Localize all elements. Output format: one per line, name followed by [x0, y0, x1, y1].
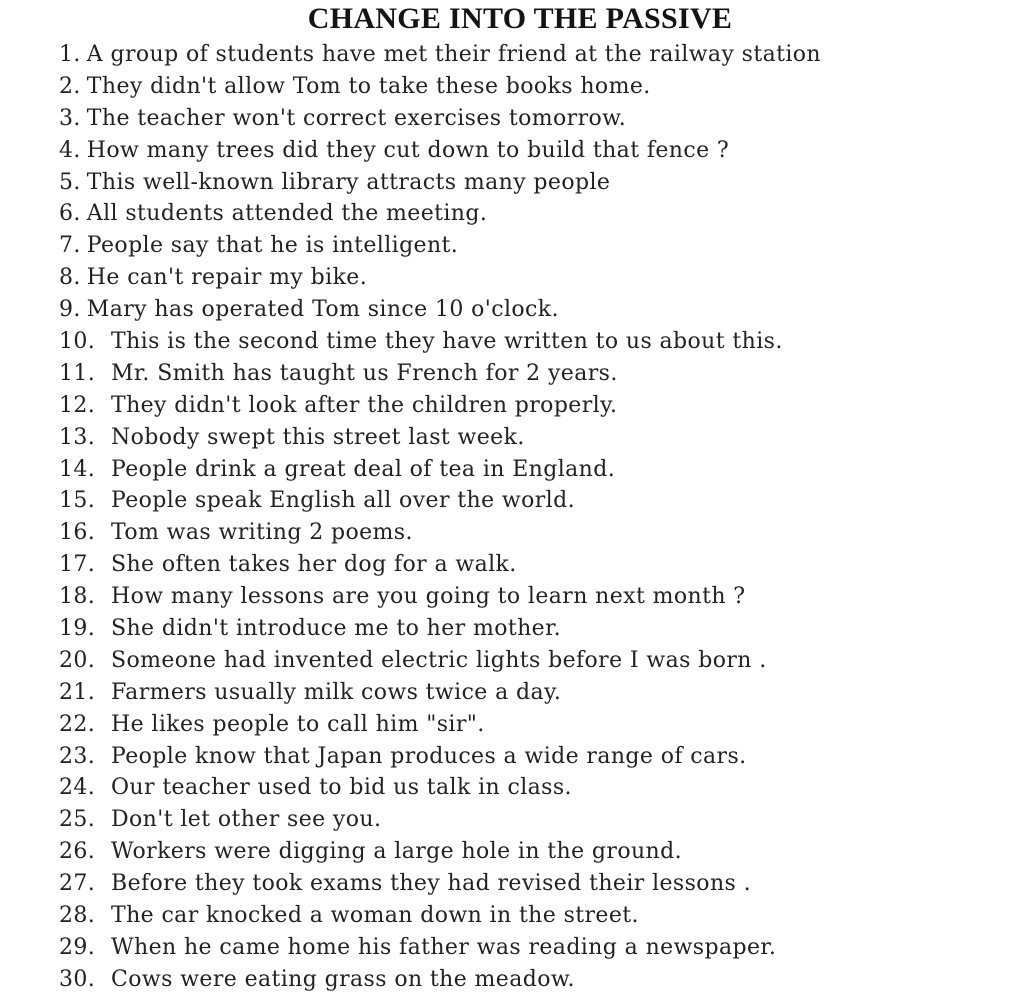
item-number: 21. — [59, 679, 96, 705]
list-item — [0, 294, 1024, 326]
item-text: He can't repair my bike. — [86, 265, 368, 291]
item-text: A group of students have met their friend at the railway station — [86, 42, 822, 67]
item-number: 25. — [59, 807, 96, 833]
item-text: Our teacher used to bid us talk in class. — [111, 775, 572, 801]
item-number: 17. — [59, 552, 96, 578]
item-number: 3. — [59, 105, 81, 131]
item-number: 30. — [59, 966, 96, 992]
item-number: 15. — [59, 488, 96, 514]
item-text: Cows were eating grass on the meadow. — [111, 966, 575, 992]
item-text: This well-known library attracts many people — [86, 169, 611, 195]
item-text: Someone had invented electric lights before I was born . — [111, 647, 767, 673]
item-number: 27. — [59, 871, 96, 897]
item-number: 19. — [59, 616, 96, 642]
item-text: People drink a great deal of tea in England. — [111, 456, 616, 482]
list-item — [0, 709, 1024, 741]
item-text: They didn't allow Tom to take these books home. — [86, 73, 651, 99]
item-text: Farmers usually milk cows twice a day. — [111, 679, 562, 705]
item-number: 8. — [59, 265, 81, 291]
list-item — [0, 613, 1024, 645]
item-text: Tom was writing 2 poems. — [111, 520, 413, 546]
item-text: This is the second time they have written to us about this. — [111, 329, 783, 355]
item-text: She didn't introduce me to her mother. — [111, 616, 561, 642]
list-item — [0, 358, 1024, 390]
item-number: 11. — [59, 360, 96, 386]
item-text: She often takes her dog for a walk. — [111, 552, 517, 578]
list-item — [0, 326, 1024, 358]
list-item — [0, 517, 1024, 549]
item-text: When he came home his father was reading a newspaper. — [111, 934, 777, 960]
list-item — [0, 900, 1024, 932]
item-text: He likes people to call him "sir". — [111, 711, 485, 737]
item-number: 6. — [59, 201, 81, 227]
item-number: 10. — [59, 329, 96, 355]
item-number: 9. — [59, 297, 81, 323]
item-text: Mary has operated Tom since 10 o'clock. — [86, 297, 559, 323]
list-item — [0, 645, 1024, 677]
list-item — [0, 581, 1024, 613]
list-item — [0, 230, 1024, 262]
item-number: 14. — [59, 456, 96, 482]
list-item — [0, 39, 1024, 71]
list-item — [0, 167, 1024, 199]
page-title: CHANGE INTO THE PASSIVE — [307, 2, 733, 35]
item-number: 29. — [59, 934, 96, 960]
item-text: People say that he is intelligent. — [86, 233, 459, 259]
item-number: 7. — [59, 233, 81, 259]
item-text: How many lessons are you going to learn next month ? — [111, 584, 746, 610]
item-number: 28. — [59, 903, 96, 929]
item-number: 24. — [59, 775, 96, 801]
item-text: The teacher won't correct exercises tomorrow. — [86, 105, 627, 131]
item-number: 22. — [59, 711, 96, 737]
list-item — [0, 454, 1024, 486]
item-text: All students attended the meeting. — [86, 201, 488, 227]
item-number: 12. — [59, 392, 96, 418]
list-item — [0, 103, 1024, 135]
item-text: Before they took exams they had revised their lessons . — [111, 871, 751, 897]
item-number: 16. — [59, 520, 96, 546]
item-text: Nobody swept this street last week. — [111, 424, 525, 450]
item-text: They didn't look after the children properly. — [111, 392, 618, 418]
list-item — [0, 772, 1024, 804]
item-text: People know that Japan produces a wide range of cars. — [111, 743, 747, 769]
list-item — [0, 549, 1024, 581]
item-number: 18. — [59, 584, 96, 610]
list-item — [0, 964, 1024, 996]
item-number: 2. — [59, 73, 81, 99]
list-item — [0, 390, 1024, 422]
list-item — [0, 836, 1024, 868]
exercise-list — [0, 39, 1024, 996]
item-number: 13. — [59, 424, 96, 450]
list-item — [0, 135, 1024, 167]
list-item — [0, 868, 1024, 900]
item-number: 26. — [59, 839, 96, 865]
item-text: People speak English all over the world. — [111, 488, 575, 514]
list-item — [0, 932, 1024, 964]
list-item — [0, 804, 1024, 836]
item-text: How many trees did they cut down to build that fence ? — [86, 137, 730, 163]
item-text: The car knocked a woman down in the street. — [111, 903, 639, 929]
list-item — [0, 262, 1024, 294]
item-number: 23. — [59, 743, 96, 769]
list-item — [0, 485, 1024, 517]
list-item — [0, 677, 1024, 709]
list-item — [0, 198, 1024, 230]
item-number: 5. — [59, 169, 81, 195]
item-number: 4. — [59, 137, 81, 163]
item-text: Mr. Smith has taught us French for 2 years. — [111, 360, 618, 386]
item-text: Workers were digging a large hole in the ground. — [111, 839, 682, 865]
list-item — [0, 422, 1024, 454]
item-number: 20. — [59, 647, 96, 673]
item-text: Don't let other see you. — [111, 807, 382, 833]
list-item — [0, 71, 1024, 103]
list-item — [0, 741, 1024, 773]
item-number: 1. — [59, 42, 81, 67]
